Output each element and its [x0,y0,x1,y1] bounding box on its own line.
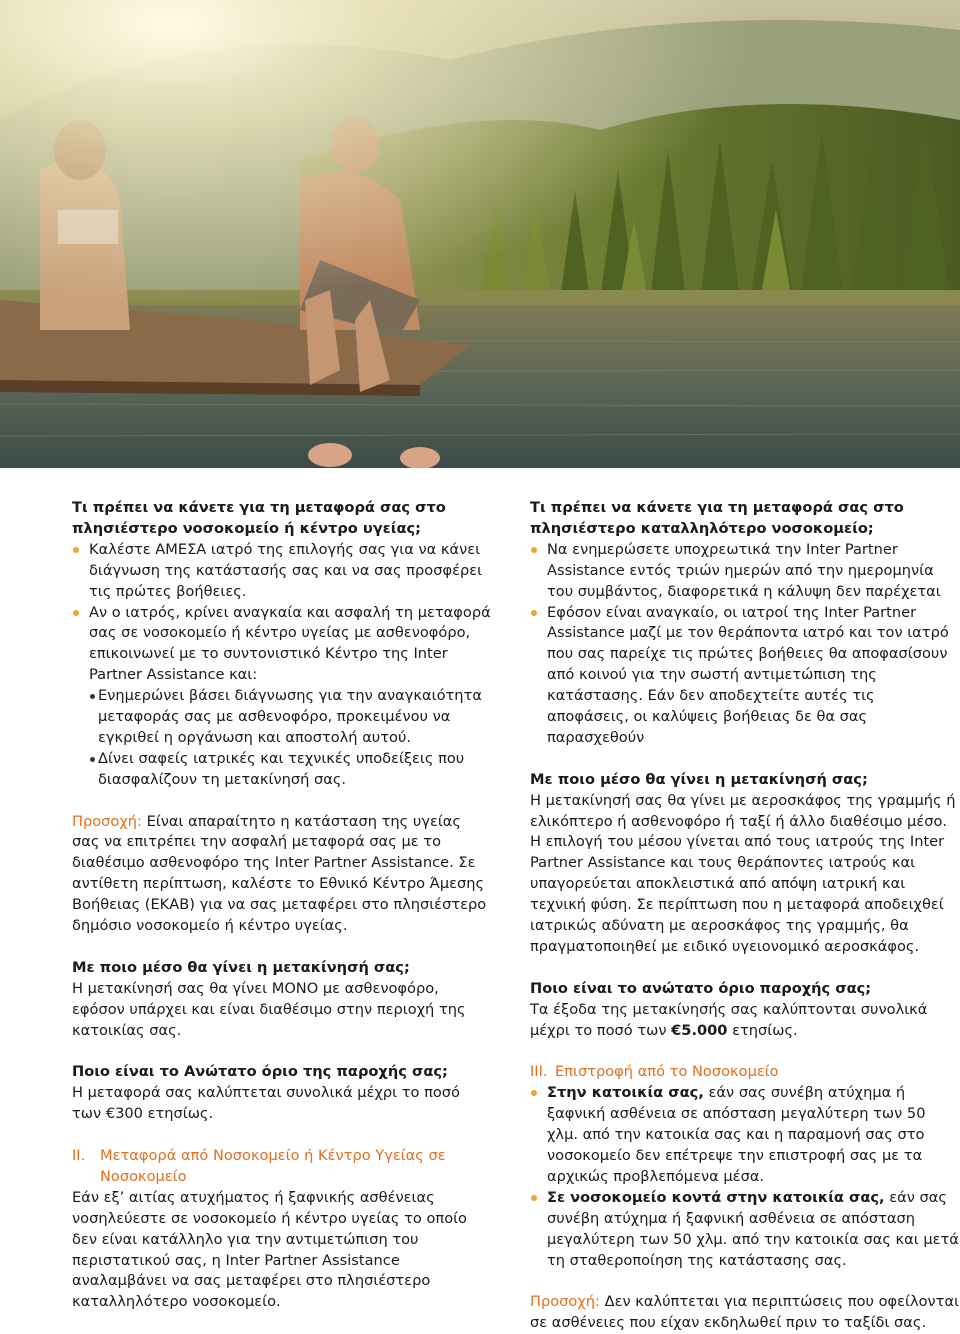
heading-transfer-suitable: Τι πρέπει να κάνετε για τη μεταφορά σας στο πλησιέστερο καταλληλότερο νοσοκομείο; [530,499,904,537]
bullet-return-home [530,1083,960,1188]
paragraph-means: Η μετακίνησή σας θα γίνει ΜΟΝΟ με ασθενοφόρο, εφόσον υπάρχει και είναι διαθέσιμο στην περιοχή της κατοικίας σας. [72,979,466,1039]
bullet-inform-obligatory: Να ενημερώσετε υποχρεωτικά την Inter Partner Assistance εντός τριών ημερών από την ημερομηνία του συμβάντος, διαφορετικά η κάλυψη δεν παρέχεται [530,540,960,603]
bullet-return-hospital [530,1188,960,1272]
paragraph-section-2: Εάν εξ’ αιτίας ατυχήματος ή ξαφνικής ασθένειας νοσηλεύεστε σε νοσοκομείο ή κέντρο υγείας το οποίο δεν είναι κατάλληλο για την αντιμετώπιση του περιστατικού σας, η Inter Partner Assistance αναλαμβάνει να σας μεταφέρει στο πλησιέστερο καταλληλότερο νοσοκομείο. [72,1188,467,1311]
return-home-text: εάν σας συνέβη ατύχημα ή ξαφνική ασθένεια σε απόσταση μεγαλύτερη των 50 χλμ. από την κατοικία σας και η παραμονή σας στο νοσοκομείο δεν επέτρεψε την επιστροφή σας με τα αρχικώς προβλεπόμενα μέσα. [547,1084,926,1185]
return-hospital-text: εάν σας συνέβη ατύχημα ή ξαφνική ασθένεια σε απόσταση μεγαλύτερη των 50 χλμ. από την κατοικία σας και μετά τη σταθεροποίηση της κατάστασης σας. [547,1188,959,1269]
lakeside-photo-illustration [0,0,960,468]
lakeside-photo [0,0,960,468]
note-text-right: Δεν καλύπτεται για περιπτώσεις που οφείλονται σε ασθένειες που είχαν εκδηλωθεί πριν το ταξίδι σας. [530,1293,960,1332]
return-hospital-label: Σε νοσοκομείο κοντά στην κατοικία σας, [547,1188,885,1206]
section-number-2: II. [72,1147,86,1165]
limit-text-right: Τα έξοδα της μετακίνησής σας καλύπτονται συνολικά μέχρι το ποσό των [530,1000,928,1039]
note-label: Προσοχή: [72,812,142,830]
note-paragraph-right [530,1292,960,1334]
subbullet-instructions: Δίνει σαφείς ιατρικές και τεχνικές υποδείξεις που διασφαλίζουν τη μετακίνησή σας. [72,749,492,791]
return-home-label: Στην κατοικία σας, [547,1084,704,1102]
heading-transfer-nearest: Τι πρέπει να κάνετε για τη μεταφορά σας στο πλησιέστερο νοσοκομείο ή κέντρο υγείας; [72,499,446,537]
paragraph-means-right: Η μετακίνησή σας θα γίνει με αεροσκάφος της γραμμής ή ελικόπτερο ή ασθενοφόρο ή ταξί ή άλλο διαθέσιμο μέσο. Η επιλογή του μέσου γίνεται από τους ιατρούς της Inter Partner Assistance και τους θεράποντες ιατρούς και υπαγορεύεται αποκλειστικά από απόψη ιατρική και τεχνική φύση. Σε περίπτωση που η μεταφορά αποδειχθεί ιατρικώς αδύνατη με αεροσκάφος της γραμμής, θα πραγματοποιηθεί με ειδικό υγειονομικό αεροσκάφος. [530,791,956,956]
note-paragraph [72,812,492,937]
paragraph-limit-right [530,1000,960,1042]
bullet-doctor-decides: Αν ο ιατρός, κρίνει αναγκαία και ασφαλή τη μεταφορά σας σε νοσοκομείο ή κέντρο υγείας με ασθενοφόρο, επικοινωνεί με το συντονιστικό Κέντρο της Inter Partner Assistance και: [72,603,492,687]
paragraph-limit [72,1083,492,1125]
subbullet-informs: Ενημερώνει βάσει διάγνωσης για την αναγκαιότητα μεταφοράς σας με ασθενοφόρο, προκειμένου να εγκριθεί η οργάνωση και αποστολή αυτού. [72,686,492,749]
bullet-call-doctor: Καλέστε ΑΜΕΣΑ ιατρό της επιλογής σας για να κάνει διάγνωση της κατάστασής σας και να σας προσφέρει τις πρώτες βοήθειες. [72,540,492,603]
limit-suffix-right: ετησίως. [727,1021,798,1039]
limit-text: Η μεταφορά σας καλύπτεται συνολικά μέχρι το ποσό των [72,1084,460,1123]
heading-limit-right: Ποιο είναι το ανώτατο όριο παροχής σας; [530,979,872,997]
limit-amount: €300 ετησίως. [105,1105,214,1123]
section-number-3: III. [530,1063,548,1081]
limit-amount-right: €5.000 [671,1021,728,1039]
left-column [72,498,492,1313]
bullet-doctors-decide: Εφόσον είναι αναγκαίο, οι ιατροί της Inter Partner Assistance μαζί με τον θεράποντα ιατρό και τον ιατρό που σας παρείχε τις πρώτες βοήθειες θα αποφασίσουν από κοινού για την σωστή αντιμετώπιση της κατάστασης. Εάν δεν αποδεχτείτε αυτές τις αποφάσεις, οι καλύψεις βοήθειας δε θα σας παρασχεθούν [530,603,960,749]
heading-limit: Ποιο είναι το Ανώτατο όριο της παροχής σας; [72,1063,448,1081]
heading-means-right: Με ποιο μέσο θα γίνει η μετακίνησή σας; [530,770,868,788]
section-title-3 [530,1062,960,1083]
heading-means: Με ποιο μέσο θα γίνει η μετακίνησή σας; [72,958,410,976]
section-title-2 [72,1146,492,1188]
note-label-right: Προσοχή: [530,1293,600,1311]
right-column [530,498,960,1334]
section-heading-2: Μεταφορά από Νοσοκομείο ή Κέντρο Υγείας σε Νοσοκομείο [100,1147,446,1185]
section-heading-3: Επιστροφή από το Νοσοκομείο [555,1063,779,1081]
note-text: Είναι απαραίτητο η κατάσταση της υγείας σας να επιτρέπει την ασφαλή μεταφορά σας με το διαθέσιμο ασθενοφόρο της Inter Partner Assistance. Σε αντίθετη περίπτωση, καλέστε το Εθνικό Κέντρο Άμεσης Βοήθειας (ΕΚΑΒ) για να σας μεταφέρει στο πλησιέστερο δημόσιο νοσοκομείο ή κέντρο υγείας. [72,812,487,935]
